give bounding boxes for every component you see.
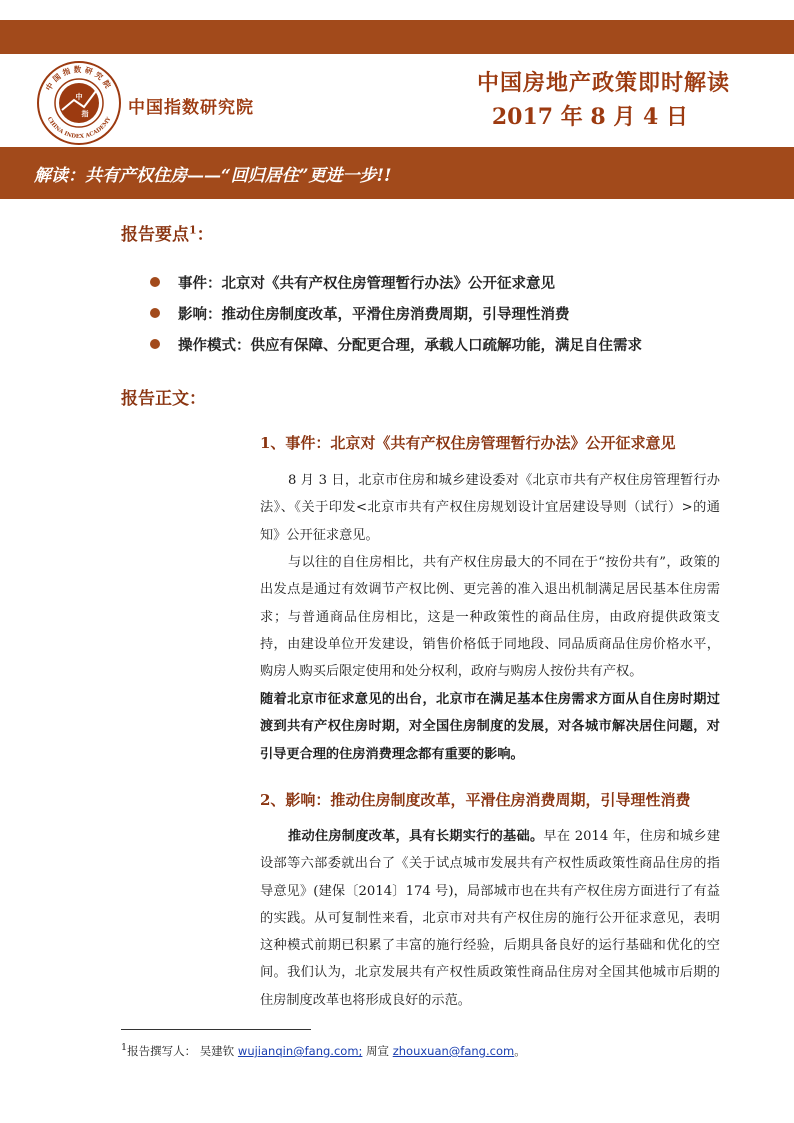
logo-ring-en: CHINA INDEX ACADEMY <box>45 116 113 141</box>
logo-center-bottom: 指 <box>81 109 89 118</box>
section1-paragraph-3: 随着北京市征求意见的出台，北京市在满足基本住房需求方面从自住房时期过渡到共有产权住房时期，对全国住房制度的发展，对各城市解决居住问题，对引导更合理的住房消费理念都有重要的影响。 <box>260 692 720 762</box>
doc-title: 中国房地产政策即时解读 <box>476 70 730 96</box>
section2-paragraph-1: 推动住房制度改革，具有长期实行的基础。早在 2014 年，住房和城乡建设部等六部委就出台了《关于试点城市发展共有产权性质政策性商品住房的指导意见》(建保〔2014〕174 号)，局部城市也在共有产权住房方面进行了有益的实践。从可复制性来看，北京市对共有产权住房的施行公开征求意见，表明这种模式前期已积累了丰富的施行经验，后期具备良好的运行基础和优化的空间。我们认为，北京发展共有产权性质政策性商品住房对全国其他城市后期的住房制度改革也将形成良好的示范。 <box>260 829 721 1008</box>
footnote-ref: 1 <box>189 223 197 237</box>
top-color-bar <box>0 20 794 54</box>
title-banner <box>0 147 794 199</box>
org-name: 中国指数研究院 <box>128 98 254 118</box>
section1-title: 1、事件：北京对《共有产权住房管理暂行办法》公开征求意见 <box>260 434 676 452</box>
doc-date: 2017 年 8 月 4 日 <box>491 104 688 130</box>
body-heading: 报告正文： <box>121 389 206 409</box>
logo-ring-cn: 中国指数研究院 <box>43 65 115 93</box>
key-point-1: 事件：北京对《共有产权住房管理暂行办法》公开征求意见 <box>150 272 555 293</box>
banner-title: 解读：共有产权住房——“回归居住”更进一步!! <box>34 166 392 186</box>
section2-lead: 推动住房制度改革，具有长期实行的基础。 <box>288 829 544 844</box>
bullet-icon <box>150 339 160 349</box>
section1-paragraph-1: 8 月 3 日，北京市住房和城乡建设委对《北京市共有产权住房管理暂行办法》、《关于印发<北京市共有产权住房规划设计宜居建设导则（试行）>的通知》公开征求意见。 <box>260 473 720 543</box>
key-point-3: 操作模式：供应有保障、分配更合理，承载人口疏解功能，满足自住需求 <box>150 334 642 355</box>
email-link-zhouxuan[interactable]: zhouxuan@fang.com <box>392 1043 515 1058</box>
logo-center-top: 中 <box>75 92 83 101</box>
section2-title: 2、影响：推动住房制度改革，平滑住房消费周期，引导理性消费 <box>260 791 691 809</box>
bullet-icon <box>150 277 160 287</box>
key-point-2: 影响：推动住房制度改革，平滑住房消费周期，引导理性消费 <box>150 303 570 324</box>
china-index-academy-logo <box>36 60 122 146</box>
bullet-icon <box>150 308 160 318</box>
footnote: $^1$报告撰写人： 吴建钦 wujianqin@fang.com; 周宣 zhouxuan@fang.com。 <box>121 1042 526 1058</box>
summary-heading: 报告要点$^1$： <box>121 223 214 245</box>
section1-paragraph-2: 与以往的自住房相比，共有产权住房最大的不同在于“按份共有”，政策的出发点是通过有效调节产权比例、更完善的准入退出机制满足居民基本住房需求；与普通商品住房相比，这是一种政策性的商品住房，由政府提供政策支持，由建设单位开发建设，销售价格低于同地段、同品质商品住房价格水平，购房人购买后限定使用和处分权利，政府与购房人按份共有产权。 <box>260 555 720 680</box>
footnote-divider <box>121 1029 311 1030</box>
email-link-wujianqin[interactable]: wujianqin@fang.com; <box>237 1043 363 1058</box>
